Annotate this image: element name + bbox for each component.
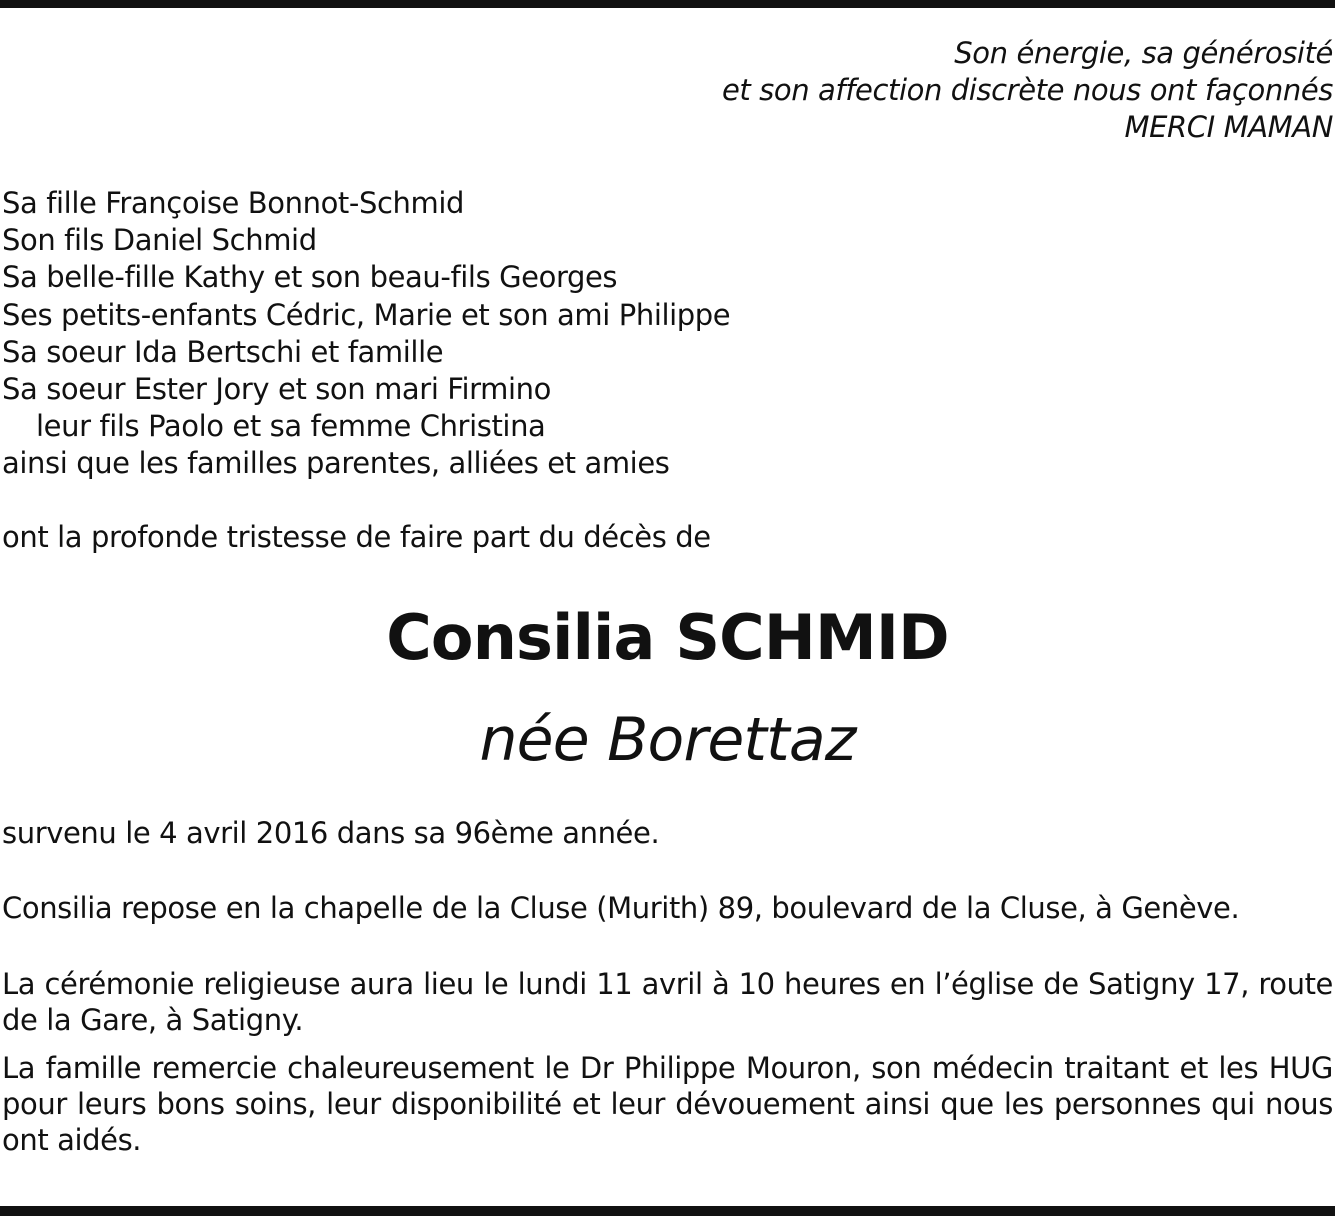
family-line-sister-ida: Sa soeur Ida Bertschi et famille — [2, 334, 444, 369]
epigraph-line-3: MERCI MAMAN — [1124, 110, 1333, 144]
top-border-rule — [0, 0, 1335, 8]
bottom-border-rule — [0, 1206, 1335, 1216]
family-line-nephew: leur fils Paolo et sa femme Christina — [36, 409, 546, 444]
family-line-relatives: ainsi que les familles parentes, alliées et amies — [2, 446, 670, 481]
epigraph-line-2: et son affection discrète nous ont façonnés — [721, 73, 1333, 107]
epigraph-line-1: Son énergie, sa générosité — [954, 36, 1333, 70]
resting-place-paragraph: Consilia repose en la chapelle de la Cluse (Murith) 89, boulevard de la Cluse, à Genève. — [2, 891, 1240, 925]
family-line-grandchildren: Ses petits-enfants Cédric, Marie et son ami Philippe — [2, 297, 731, 332]
ceremony-paragraph: La cérémonie religieuse aura lieu le lundi 11 avril à 10 heures en l’église de Satigny 17, route de la Gare, à Satigny. — [2, 967, 1333, 1037]
deceased-birth-name: née Borettaz — [479, 705, 856, 775]
thanks-paragraph: La famille remercie chaleureusement le Dr Philippe Mouron, son médecin traitant et les HUG pour leurs bons soins, leur disponibilité et leur dévouement ainsi que les personnes qui nous ont aidés. — [2, 1051, 1333, 1157]
death-date-paragraph: survenu le 4 avril 2016 dans sa 96ème année. — [2, 816, 660, 850]
family-line-sister-ester: Sa soeur Ester Jory et son mari Firmino — [2, 372, 551, 407]
deceased-name: Consilia SCHMID — [386, 601, 949, 674]
announcement-intro: ont la profonde tristesse de faire part du décès de — [2, 520, 711, 554]
family-line-daughter: Sa fille Françoise Bonnot-Schmid — [2, 186, 465, 220]
family-list — [2, 185, 730, 483]
family-line-in-laws: Sa belle-fille Kathy et son beau-fils Georges — [2, 260, 618, 295]
epigraph — [533, 35, 1333, 146]
family-line-son: Son fils Daniel Schmid — [2, 223, 317, 258]
